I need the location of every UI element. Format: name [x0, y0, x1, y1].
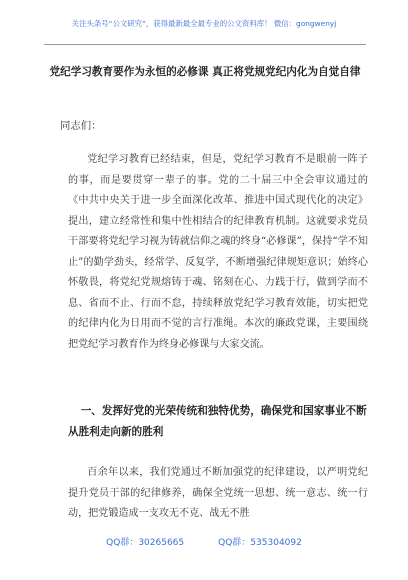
body-paragraph-2: 百余年以来，我们党通过不断加强党的纪律建设，以严明党纪提升党员干部的纪律修养，确保全党统一思想、统一意志、统一行动，把党锻造成一支攻无不克、战无不胜 [68, 467, 368, 519]
footer-qq-group-1: QQ群：30265665 [106, 538, 185, 548]
footer-contacts [0, 535, 408, 548]
section-1-heading: 一、发挥好党的光荣传统和独特优势，确保党和国家事业不断从胜利走向新的胜利 [68, 405, 367, 438]
header-banner: 关注头条号“公文研究”，获得最新最全最专业的公文资料库！ 微信：gongwenyj [71, 19, 337, 28]
body-paragraph-1: 党纪学习教育已经结束，但是，党纪学习教育不是眼前一阵子的事，而是要贯穿一辈子的事。党的二十届三中全会审议通过的《中共中央关于进一步全面深化改革、推进中国式现代化的决定》提出，建立经常性和集中性相结合的纪律教育机制。这就要求党员干部要将党纪学习视为铸就信仰之魂的终身“必修课”，保持“学不知止”的勤学劲头，经常学、反复学，不断增强纪律规矩意识；始终心怀敬畏，将党纪党规熔铸于魂、铭刻在心、力践于行，做到学而不息、省而不止、行而不怠，持续释放党纪学习教育效能，切实把党的纪律内化为日用而不觉的言行准绳。本次的廉政党课，主要围绕把党纪学习教育作为终身必修课与大家交流。 [68, 154, 368, 350]
footer-qq-group-2: QQ群：535304092 [218, 538, 302, 548]
header-divider [44, 44, 366, 45]
salutation: 同志们： [60, 120, 102, 132]
document-title: 党纪学习教育要作为永恒的必修课 真正将党规党纪内化为自觉自律 [49, 66, 361, 78]
